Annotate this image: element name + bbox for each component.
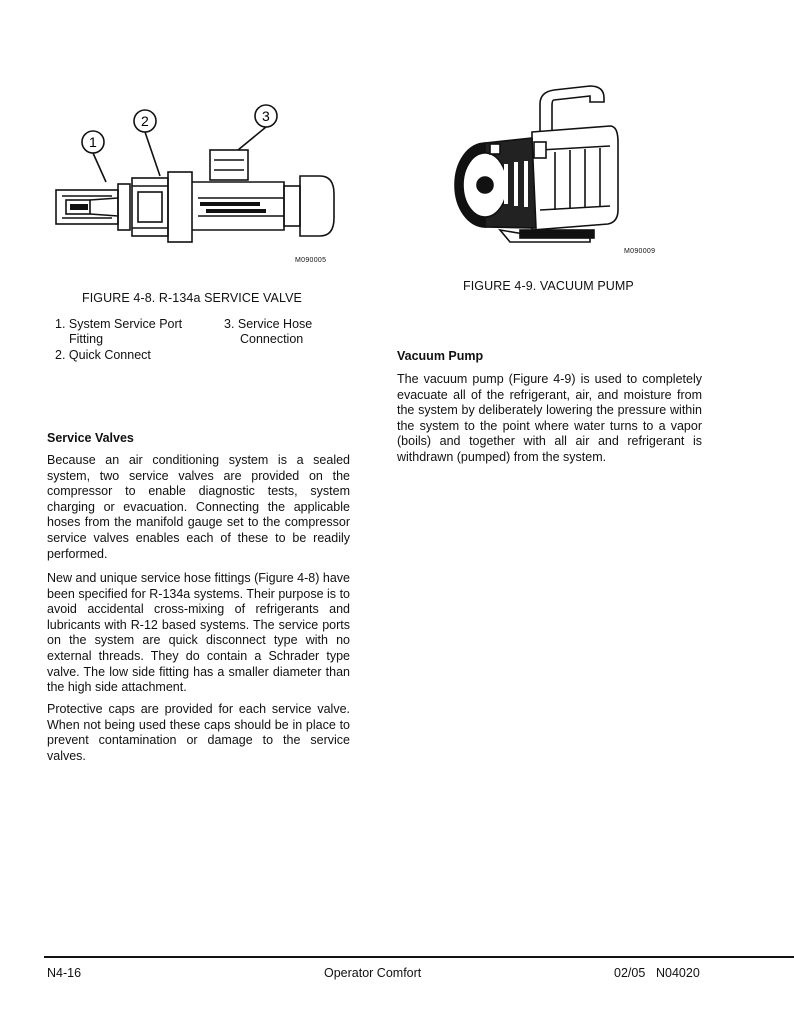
figure-4-8-callout-3: 3 [262, 108, 270, 124]
vacuum-pump-paragraph: The vacuum pump (Figure 4-9) is used to completely evacuate all of the refrigerant, air, and moisture from the system by deliberately lowering the pressure within the system to the point where water turns to a vapor (boils) and together with all air and refrigerant is withdrawn (pumped) from the system. [397, 372, 702, 464]
service-valves-heading: Service Valves [47, 431, 134, 445]
service-valves-paragraph-3: Protective caps are provided for each service valve. When not being used these caps should be in place to prevent contamination or damage to the service valves. [47, 702, 350, 763]
service-valve-illustration [48, 98, 348, 268]
figure-4-9-code: M090009 [624, 248, 656, 255]
footer-page-number: N4-16 [47, 966, 82, 980]
service-valves-paragraph-2: New and unique service hose fittings (Figure 4-8) have been specified for R-134a systems. Their purpose is to avoid accidental cross-mixing of refrigerants and lubricants with R-12 based systems. The service ports on the system are quick disconnect type with no external threads. They do contain a Schrader type valve. The low side fitting has a smaller diameter than the high side attachment. [47, 571, 350, 695]
footer-rule [44, 956, 794, 958]
legend-item-3-line2: Connection [240, 332, 304, 346]
legend-item-1-line2: Fitting [69, 332, 104, 346]
legend-item-3-line1: 3. Service Hose [224, 317, 313, 331]
figure-4-8-code: M090005 [295, 257, 327, 264]
figure-4-8-caption: FIGURE 4-8. R-134a SERVICE VALVE [82, 291, 302, 305]
figure-4-8-callout-2: 2 [141, 113, 149, 129]
figure-4-9-caption: FIGURE 4-9. VACUUM PUMP [463, 279, 634, 293]
service-valves-paragraph-1: Because an air conditioning system is a sealed system, two service valves are provided on the compressor to enable diagnostic tests, system charging or evacuation. Connecting the applicable hoses from the manifold gauge set to the compressor service valves enables each of these to be readily performed. [47, 453, 350, 561]
legend-item-1-line1: 1. System Service Port [55, 317, 183, 331]
vacuum-pump-heading: Vacuum Pump [397, 349, 484, 363]
vacuum-pump-illustration [440, 82, 650, 247]
legend-item-2: 2. Quick Connect [55, 348, 151, 362]
footer-doc-number: N04020 [656, 966, 700, 980]
footer-section-title: Operator Comfort [324, 966, 422, 980]
footer-date: 02/05 [614, 966, 646, 980]
figure-4-8-callout-1: 1 [89, 134, 97, 150]
